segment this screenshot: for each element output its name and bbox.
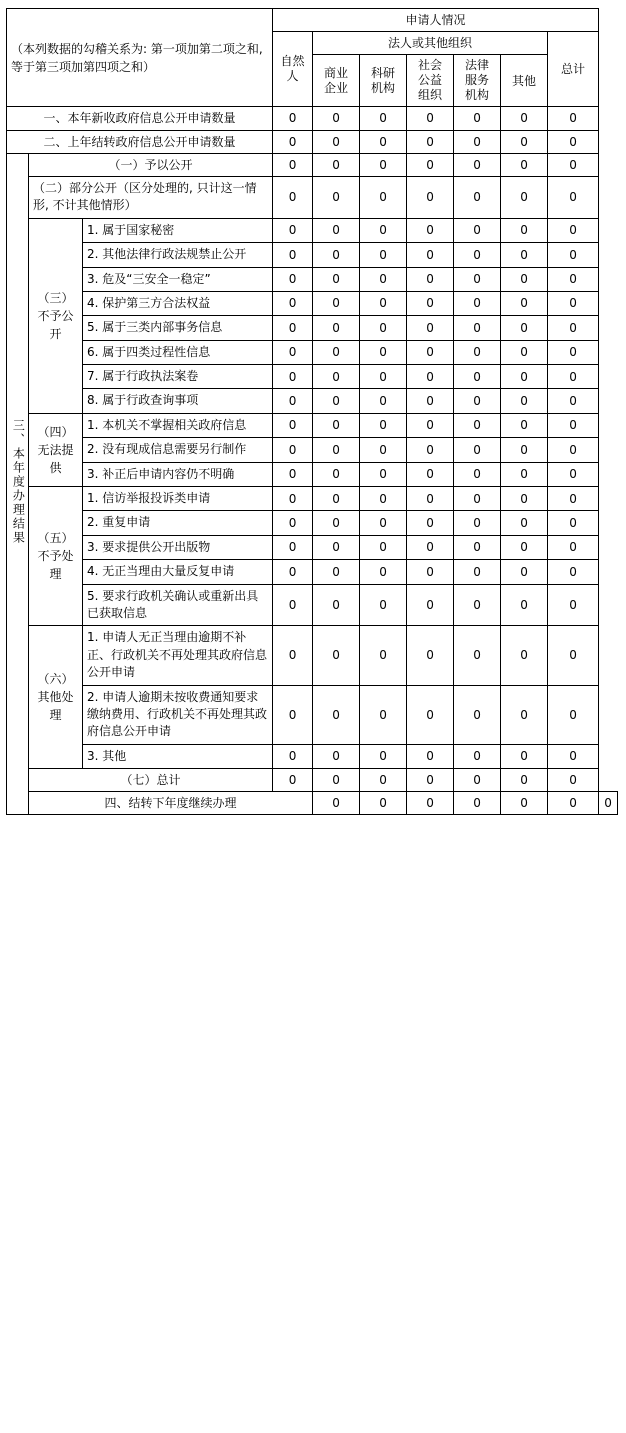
group-5-item-3-other: 0 xyxy=(501,535,548,559)
group-3-item-7-legal-service: 0 xyxy=(454,365,501,389)
group-5-item-3-legal-service: 0 xyxy=(454,535,501,559)
group-1-research: 0 xyxy=(360,153,407,176)
group-1-label: （一）予以公开 xyxy=(29,153,273,176)
group-2-total: 0 xyxy=(548,176,599,218)
group-1-public: 0 xyxy=(407,153,454,176)
table-row xyxy=(7,744,618,768)
section-3-label xyxy=(7,153,29,815)
group-2-research: 0 xyxy=(360,176,407,218)
group-6-item-1-label: 1. 申请人无正当理由逾期不补正、行政机关不再处理其政府信息公开申请 xyxy=(83,626,273,685)
group-5-item-1-public: 0 xyxy=(407,487,454,511)
group-6-item-3-total: 0 xyxy=(548,744,599,768)
group-5-item-5-public: 0 xyxy=(407,584,454,626)
group-5-item-3-total: 0 xyxy=(548,535,599,559)
header-col-natural-line1: 自然 xyxy=(280,54,305,69)
group-3-item-6-other: 0 xyxy=(501,340,548,364)
row-4-public: 0 xyxy=(454,792,501,815)
group-4-item-2-public: 0 xyxy=(407,438,454,462)
group-4-item-3-other: 0 xyxy=(501,462,548,486)
group-3-item-8-public: 0 xyxy=(407,389,454,413)
table-row xyxy=(7,316,618,340)
group-5-item-5-other: 0 xyxy=(501,584,548,626)
group-2-label: （二）部分公开（区分处理的, 只计这一情形, 不计其他情形） xyxy=(29,176,273,218)
table-row xyxy=(7,218,618,242)
group-3-item-3-label: 3. 危及“三安全一稳定” xyxy=(83,267,273,291)
table-row xyxy=(7,560,618,584)
group-4-label-line1: （四） xyxy=(37,424,74,439)
header-col-legal-service xyxy=(454,55,501,107)
row-1-business: 0 xyxy=(313,107,360,130)
group-7-legal-service: 0 xyxy=(454,769,501,792)
group-1-total: 0 xyxy=(548,153,599,176)
row-4-research: 0 xyxy=(407,792,454,815)
table-row xyxy=(7,511,618,535)
table-row xyxy=(7,626,618,685)
table-row xyxy=(7,792,618,815)
group-3-item-6-business: 0 xyxy=(313,340,360,364)
header-col-legal-service-line2: 服务 xyxy=(465,73,490,88)
group-5-label xyxy=(29,487,83,626)
table-row xyxy=(7,130,618,153)
group-3-item-2-other: 0 xyxy=(501,243,548,267)
group-4-item-1-label: 1. 本机关不掌握相关政府信息 xyxy=(83,413,273,437)
group-3-item-4-public: 0 xyxy=(407,291,454,315)
table-row xyxy=(7,243,618,267)
group-3-item-5-legal-service: 0 xyxy=(454,316,501,340)
group-3-item-1-research: 0 xyxy=(360,218,407,242)
table-row xyxy=(7,389,618,413)
group-3-item-8-label: 8. 属于行政查询事项 xyxy=(83,389,273,413)
group-3-item-6-legal-service: 0 xyxy=(454,340,501,364)
table-row xyxy=(7,267,618,291)
group-6-item-1-natural: 0 xyxy=(273,626,313,685)
group-3-item-4-legal-service: 0 xyxy=(454,291,501,315)
group-5-item-2-other: 0 xyxy=(501,511,548,535)
header-col-research-line1: 科研 xyxy=(371,65,396,80)
group-5-item-3-label: 3. 要求提供公开出版物 xyxy=(83,535,273,559)
header-note: （本列数据的勾稽关系为: 第一项加第二项之和, 等于第三项加第四项之和） xyxy=(7,9,273,107)
group-1-natural: 0 xyxy=(273,153,313,176)
group-5-item-2-label: 2. 重复申请 xyxy=(83,511,273,535)
group-2-other: 0 xyxy=(501,176,548,218)
group-6-item-3-other: 0 xyxy=(501,744,548,768)
group-5-item-4-legal-service: 0 xyxy=(454,560,501,584)
group-3-item-7-public: 0 xyxy=(407,365,454,389)
group-3-item-8-business: 0 xyxy=(313,389,360,413)
header-col-natural xyxy=(273,32,313,107)
group-3-item-1-business: 0 xyxy=(313,218,360,242)
header-col-public-line3: 组织 xyxy=(418,88,443,103)
row-2-natural: 0 xyxy=(273,130,313,153)
group-4-item-2-label: 2. 没有现成信息需要另行制作 xyxy=(83,438,273,462)
group-6-item-2-legal-service: 0 xyxy=(454,685,501,744)
group-5-item-5-business: 0 xyxy=(313,584,360,626)
group-4-label-line2: 无法提供 xyxy=(37,442,74,475)
group-4-item-3-total: 0 xyxy=(548,462,599,486)
group-5-item-5-natural: 0 xyxy=(273,584,313,626)
row-2-other: 0 xyxy=(501,130,548,153)
table-row xyxy=(7,176,618,218)
group-4-item-2-total: 0 xyxy=(548,438,599,462)
group-5-item-5-research: 0 xyxy=(360,584,407,626)
group-3-item-6-research: 0 xyxy=(360,340,407,364)
group-4-item-3-business: 0 xyxy=(313,462,360,486)
row-2-legal-service: 0 xyxy=(454,130,501,153)
group-3-item-6-public: 0 xyxy=(407,340,454,364)
group-5-item-4-research: 0 xyxy=(360,560,407,584)
table-row xyxy=(7,153,618,176)
group-6-item-3-label: 3. 其他 xyxy=(83,744,273,768)
header-col-research xyxy=(360,55,407,107)
group-6-item-1-research: 0 xyxy=(360,626,407,685)
table-row xyxy=(7,769,618,792)
group-3-item-1-natural: 0 xyxy=(273,218,313,242)
group-3-item-4-label: 4. 保护第三方合法权益 xyxy=(83,291,273,315)
group-4-item-3-legal-service: 0 xyxy=(454,462,501,486)
table-row xyxy=(7,487,618,511)
group-3-item-4-business: 0 xyxy=(313,291,360,315)
group-3-item-2-research: 0 xyxy=(360,243,407,267)
header-col-legal-service-line3: 机构 xyxy=(465,88,490,103)
group-3-item-1-public: 0 xyxy=(407,218,454,242)
group-4-item-1-business: 0 xyxy=(313,413,360,437)
group-3-item-4-natural: 0 xyxy=(273,291,313,315)
header-col-public xyxy=(407,55,454,107)
header-applicant-group: 申请人情况 xyxy=(273,9,599,32)
group-5-label-line2: 不予处理 xyxy=(37,549,74,582)
group-4-item-2-natural: 0 xyxy=(273,438,313,462)
group-5-item-2-total: 0 xyxy=(548,511,599,535)
group-4-label xyxy=(29,413,83,486)
group-6-item-3-business: 0 xyxy=(313,744,360,768)
group-5-item-2-business: 0 xyxy=(313,511,360,535)
group-3-item-3-total: 0 xyxy=(548,267,599,291)
group-5-item-4-total: 0 xyxy=(548,560,599,584)
group-4-item-3-natural: 0 xyxy=(273,462,313,486)
header-legal-group: 法人或其他组织 xyxy=(313,32,548,55)
group-7-public: 0 xyxy=(407,769,454,792)
table-header-row-1 xyxy=(7,9,618,32)
group-1-legal-service: 0 xyxy=(454,153,501,176)
group-5-item-1-total: 0 xyxy=(548,487,599,511)
group-4-item-1-research: 0 xyxy=(360,413,407,437)
group-3-item-6-natural: 0 xyxy=(273,340,313,364)
group-4-item-3-public: 0 xyxy=(407,462,454,486)
group-7-research: 0 xyxy=(360,769,407,792)
group-3-item-7-natural: 0 xyxy=(273,365,313,389)
row-2-total: 0 xyxy=(548,130,599,153)
header-col-business xyxy=(313,55,360,107)
row-1-natural: 0 xyxy=(273,107,313,130)
group-3-item-4-other: 0 xyxy=(501,291,548,315)
table-row xyxy=(7,535,618,559)
group-3-item-3-research: 0 xyxy=(360,267,407,291)
group-6-item-3-research: 0 xyxy=(360,744,407,768)
group-4-item-1-legal-service: 0 xyxy=(454,413,501,437)
group-3-item-7-label: 7. 属于行政执法案卷 xyxy=(83,365,273,389)
row-1-other: 0 xyxy=(501,107,548,130)
group-5-item-4-label: 4. 无正当理由大量反复申请 xyxy=(83,560,273,584)
group-5-item-3-natural: 0 xyxy=(273,535,313,559)
group-3-item-7-total: 0 xyxy=(548,365,599,389)
group-3-label-line2: 不予公开 xyxy=(37,308,74,341)
group-5-item-4-other: 0 xyxy=(501,560,548,584)
group-1-other: 0 xyxy=(501,153,548,176)
header-col-natural-line2: 人 xyxy=(286,69,299,84)
group-3-item-8-research: 0 xyxy=(360,389,407,413)
table-row xyxy=(7,685,618,744)
group-5-item-3-research: 0 xyxy=(360,535,407,559)
row-1-research: 0 xyxy=(360,107,407,130)
group-5-item-4-public: 0 xyxy=(407,560,454,584)
group-6-item-2-natural: 0 xyxy=(273,685,313,744)
group-6-item-2-research: 0 xyxy=(360,685,407,744)
group-6-item-2-public: 0 xyxy=(407,685,454,744)
group-4-item-2-business: 0 xyxy=(313,438,360,462)
row-2-label: 二、上年结转政府信息公开申请数量 xyxy=(7,130,273,153)
group-5-item-1-label: 1. 信访举报投诉类申请 xyxy=(83,487,273,511)
group-3-item-3-public: 0 xyxy=(407,267,454,291)
header-col-other: 其他 xyxy=(501,55,548,107)
group-6-label xyxy=(29,626,83,769)
group-4-item-1-public: 0 xyxy=(407,413,454,437)
group-3-item-7-research: 0 xyxy=(360,365,407,389)
row-1-label: 一、本年新收政府信息公开申请数量 xyxy=(7,107,273,130)
group-3-item-3-natural: 0 xyxy=(273,267,313,291)
group-5-label-line1: （五） xyxy=(37,531,74,546)
group-6-item-2-total: 0 xyxy=(548,685,599,744)
group-3-item-5-business: 0 xyxy=(313,316,360,340)
row-1-total: 0 xyxy=(548,107,599,130)
group-6-item-1-other: 0 xyxy=(501,626,548,685)
group-5-item-2-public: 0 xyxy=(407,511,454,535)
group-7-total: 0 xyxy=(548,769,599,792)
applicant-statistics-table xyxy=(6,8,618,815)
group-3-item-7-business: 0 xyxy=(313,365,360,389)
group-3-item-3-other: 0 xyxy=(501,267,548,291)
section-3-label-text: 三、本年度办理结果 xyxy=(11,419,26,546)
group-3-item-4-research: 0 xyxy=(360,291,407,315)
group-3-item-7-other: 0 xyxy=(501,365,548,389)
group-3-label xyxy=(29,218,83,413)
group-3-item-1-total: 0 xyxy=(548,218,599,242)
row-2-public: 0 xyxy=(407,130,454,153)
group-3-item-8-other: 0 xyxy=(501,389,548,413)
group-4-item-3-research: 0 xyxy=(360,462,407,486)
group-7-business: 0 xyxy=(313,769,360,792)
group-5-item-2-natural: 0 xyxy=(273,511,313,535)
row-4-label: 四、结转下年度继续办理 xyxy=(29,792,313,815)
group-5-item-5-legal-service: 0 xyxy=(454,584,501,626)
row-2-business: 0 xyxy=(313,130,360,153)
table-row xyxy=(7,413,618,437)
group-4-item-2-legal-service: 0 xyxy=(454,438,501,462)
group-5-item-5-total: 0 xyxy=(548,584,599,626)
group-2-business: 0 xyxy=(313,176,360,218)
group-7-label: （七）总计 xyxy=(29,769,273,792)
group-6-item-3-public: 0 xyxy=(407,744,454,768)
group-4-item-2-other: 0 xyxy=(501,438,548,462)
group-3-item-5-label: 5. 属于三类内部事务信息 xyxy=(83,316,273,340)
group-3-item-8-natural: 0 xyxy=(273,389,313,413)
group-3-item-5-other: 0 xyxy=(501,316,548,340)
row-1-legal-service: 0 xyxy=(454,107,501,130)
table-row xyxy=(7,291,618,315)
group-3-item-2-legal-service: 0 xyxy=(454,243,501,267)
group-2-natural: 0 xyxy=(273,176,313,218)
group-3-item-2-label: 2. 其他法律行政法规禁止公开 xyxy=(83,243,273,267)
group-4-item-1-other: 0 xyxy=(501,413,548,437)
group-6-item-1-public: 0 xyxy=(407,626,454,685)
row-4-natural: 0 xyxy=(313,792,360,815)
group-7-natural: 0 xyxy=(273,769,313,792)
group-3-item-8-total: 0 xyxy=(548,389,599,413)
table-row xyxy=(7,365,618,389)
table-row xyxy=(7,584,618,626)
header-col-public-line2: 公益 xyxy=(418,73,443,88)
group-5-item-2-legal-service: 0 xyxy=(454,511,501,535)
group-5-item-1-natural: 0 xyxy=(273,487,313,511)
group-5-item-4-business: 0 xyxy=(313,560,360,584)
group-5-item-1-other: 0 xyxy=(501,487,548,511)
group-5-item-3-business: 0 xyxy=(313,535,360,559)
row-4-other: 0 xyxy=(548,792,599,815)
group-3-item-2-public: 0 xyxy=(407,243,454,267)
group-3-item-3-business: 0 xyxy=(313,267,360,291)
group-3-item-1-other: 0 xyxy=(501,218,548,242)
group-3-item-2-business: 0 xyxy=(313,243,360,267)
header-col-total: 总计 xyxy=(548,32,599,107)
group-6-label-line2: 其他处理 xyxy=(37,690,74,723)
group-4-item-1-natural: 0 xyxy=(273,413,313,437)
table-row xyxy=(7,462,618,486)
group-7-other: 0 xyxy=(501,769,548,792)
group-6-item-1-total: 0 xyxy=(548,626,599,685)
group-6-item-3-legal-service: 0 xyxy=(454,744,501,768)
group-3-item-3-legal-service: 0 xyxy=(454,267,501,291)
group-6-item-1-business: 0 xyxy=(313,626,360,685)
row-2-research: 0 xyxy=(360,130,407,153)
group-6-item-2-other: 0 xyxy=(501,685,548,744)
group-6-item-2-business: 0 xyxy=(313,685,360,744)
group-3-item-5-public: 0 xyxy=(407,316,454,340)
group-3-item-5-total: 0 xyxy=(548,316,599,340)
table-row xyxy=(7,107,618,130)
header-col-business-line1: 商业 xyxy=(324,65,349,80)
group-3-item-1-legal-service: 0 xyxy=(454,218,501,242)
group-5-item-3-public: 0 xyxy=(407,535,454,559)
group-3-item-2-natural: 0 xyxy=(273,243,313,267)
group-3-item-4-total: 0 xyxy=(548,291,599,315)
group-3-item-6-label: 6. 属于四类过程性信息 xyxy=(83,340,273,364)
row-4-total: 0 xyxy=(599,792,618,815)
group-1-business: 0 xyxy=(313,153,360,176)
group-5-item-4-natural: 0 xyxy=(273,560,313,584)
group-6-label-line1: （六） xyxy=(37,672,74,687)
group-5-item-5-label: 5. 要求行政机关确认或重新出具已获取信息 xyxy=(83,584,273,626)
table-row xyxy=(7,438,618,462)
header-col-public-line1: 社会 xyxy=(418,58,443,73)
group-3-item-1-label: 1. 属于国家秘密 xyxy=(83,218,273,242)
group-3-item-2-total: 0 xyxy=(548,243,599,267)
group-3-item-6-total: 0 xyxy=(548,340,599,364)
group-3-item-5-natural: 0 xyxy=(273,316,313,340)
group-5-item-2-research: 0 xyxy=(360,511,407,535)
group-3-label-line1: （三） xyxy=(37,290,74,305)
group-4-item-1-total: 0 xyxy=(548,413,599,437)
row-4-business: 0 xyxy=(360,792,407,815)
table-row xyxy=(7,340,618,364)
group-6-item-1-legal-service: 0 xyxy=(454,626,501,685)
group-5-item-1-business: 0 xyxy=(313,487,360,511)
group-2-public: 0 xyxy=(407,176,454,218)
group-2-legal-service: 0 xyxy=(454,176,501,218)
header-col-business-line2: 企业 xyxy=(324,80,349,95)
header-col-research-line2: 机构 xyxy=(371,80,396,95)
header-col-legal-service-line1: 法律 xyxy=(465,58,490,73)
group-5-item-1-research: 0 xyxy=(360,487,407,511)
group-4-item-2-research: 0 xyxy=(360,438,407,462)
group-4-item-3-label: 3. 补正后申请内容仍不明确 xyxy=(83,462,273,486)
row-4-legal-service: 0 xyxy=(501,792,548,815)
group-3-item-5-research: 0 xyxy=(360,316,407,340)
group-6-item-3-natural: 0 xyxy=(273,744,313,768)
group-5-item-1-legal-service: 0 xyxy=(454,487,501,511)
group-3-item-8-legal-service: 0 xyxy=(454,389,501,413)
row-1-public: 0 xyxy=(407,107,454,130)
group-6-item-2-label: 2. 申请人逾期未按收费通知要求缴纳费用、行政机关不再处理其政府信息公开申请 xyxy=(83,685,273,744)
